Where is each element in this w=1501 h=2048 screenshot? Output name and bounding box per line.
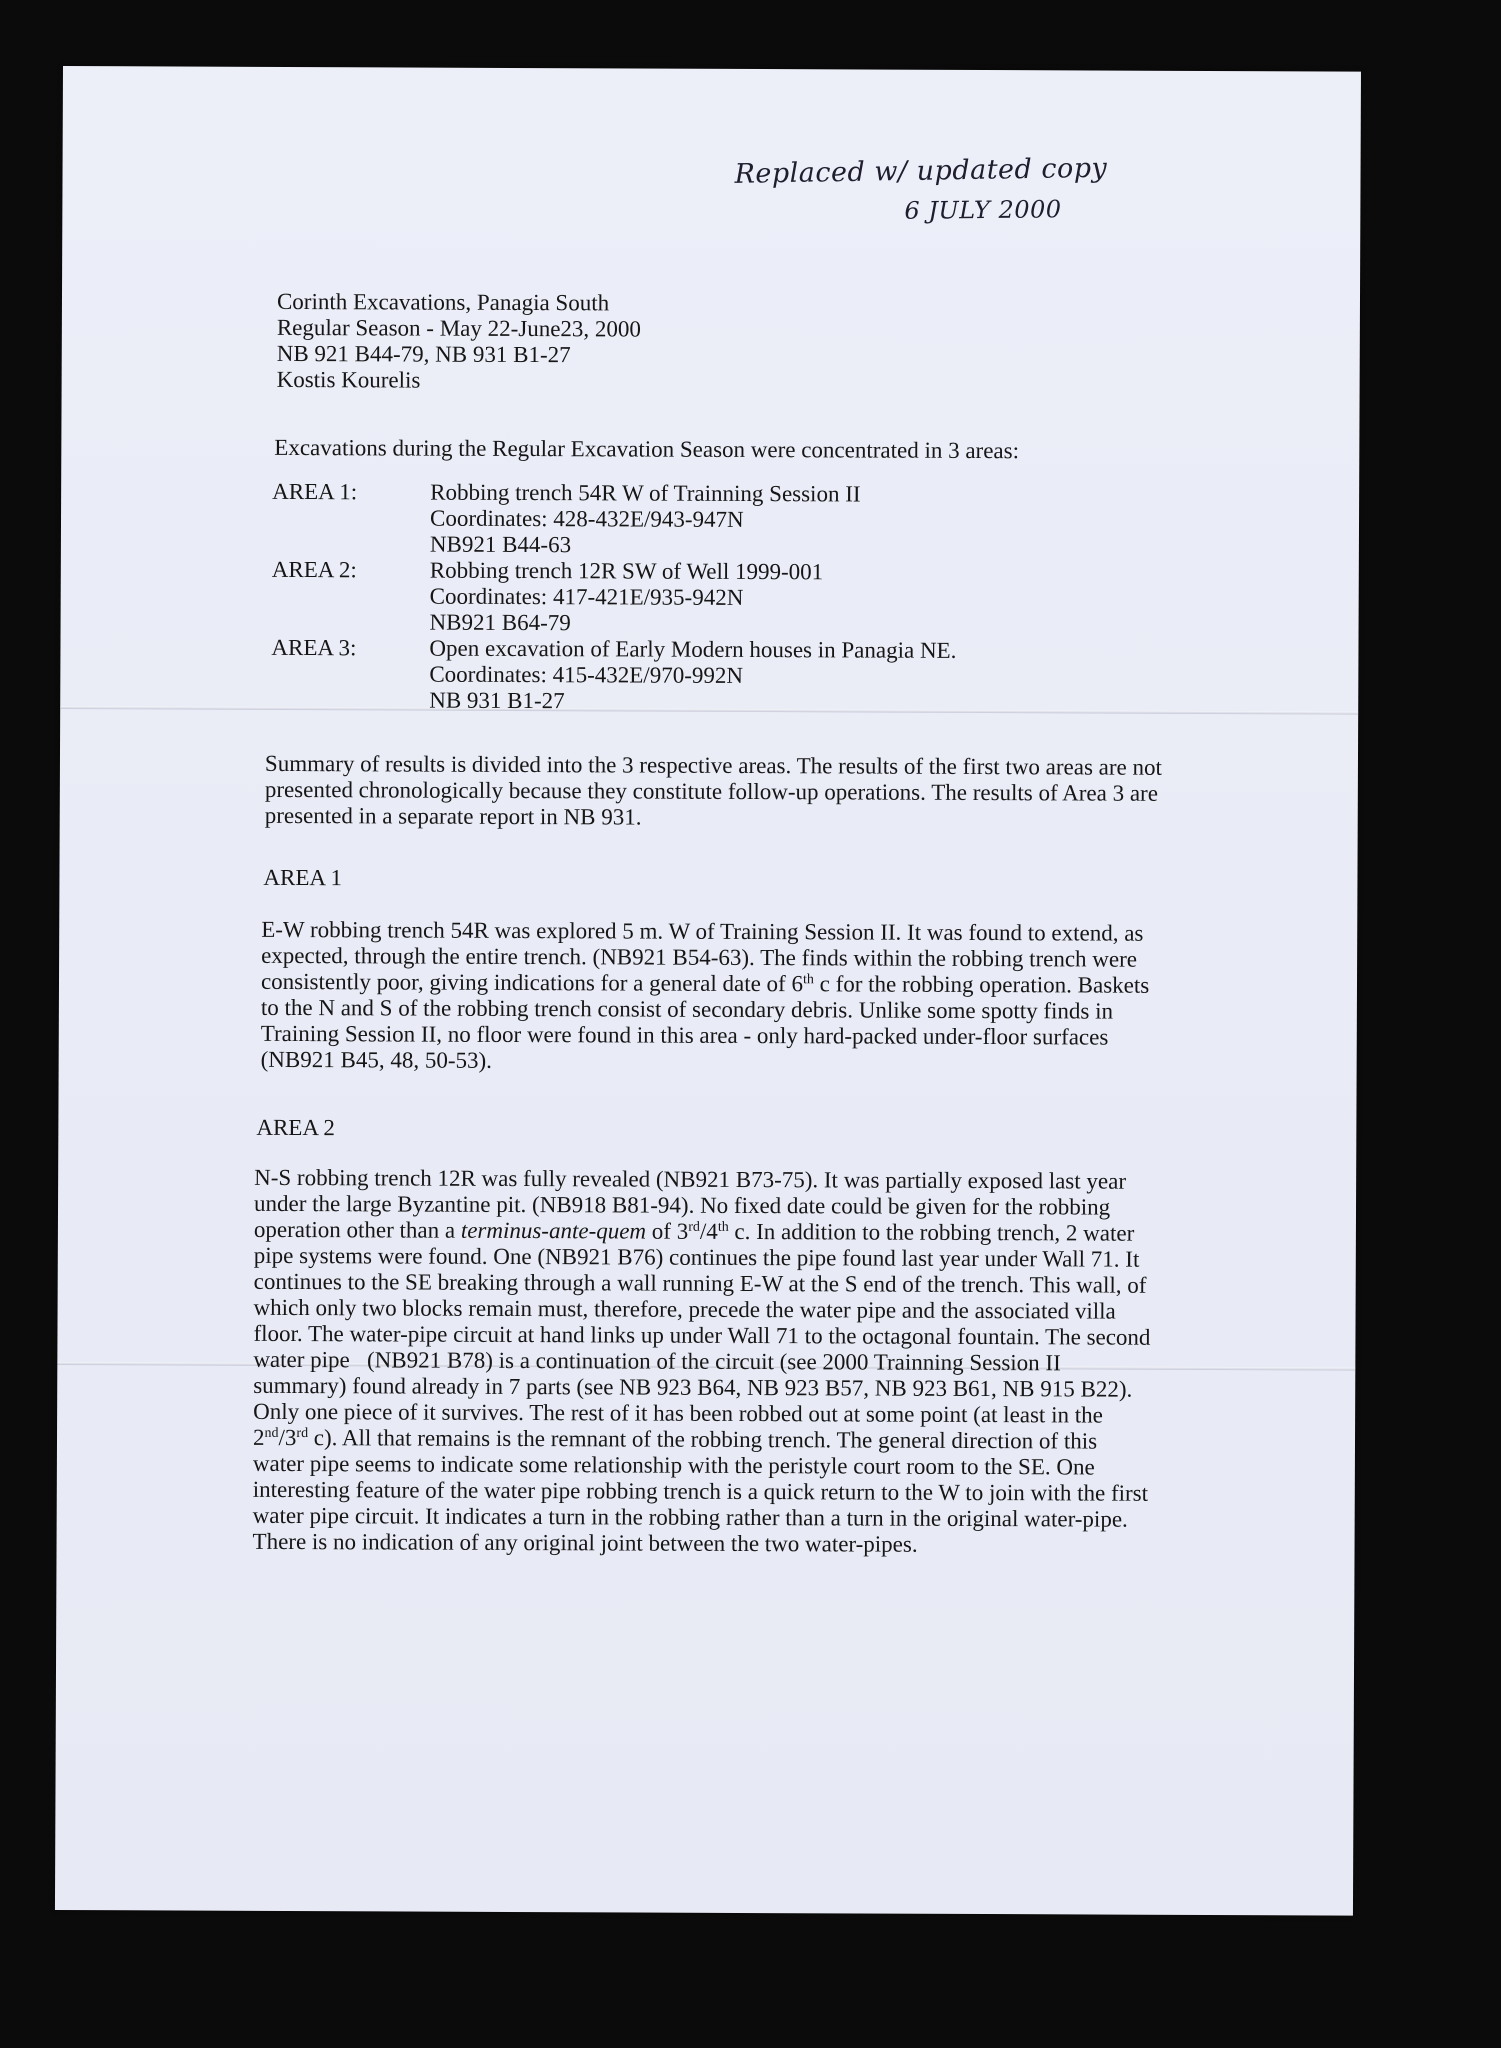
paragraph-line: (NB921 B45, 48, 50-53). [260,1046,493,1073]
summary-line: Summary of results is divided into the 3 respective areas. The results of the first two areas are not [264,750,1162,780]
header-notebooks: NB 921 B44-79, NB 931 B1-27 [276,340,571,368]
superscript: rd [688,1219,700,1235]
text-run: consistently poor, giving indications for a general date of 6 [260,968,804,997]
paragraph-line: which only two blocks remain must, therefore, precede the water pipe and the associated villa [253,1294,1116,1324]
text-run: /3 [278,1424,297,1451]
paragraph-line: pipe systems were found. One (NB921 B76) continues the pipe found last year under Wall 71. It [253,1242,1140,1272]
area-3-label: AREA 3: [271,634,357,661]
area-3-notebook: NB 931 B1-27 [429,687,565,714]
paragraph-line: floor. The water-pipe circuit at hand links up under Wall 71 to the octagonal fountain. The second [253,1320,1151,1350]
handwritten-note-line-1: Replaced w/ updated copy [734,152,1108,190]
summary-line: presented chronologically because they constitute follow-up operations. The results of Area 3 are [264,776,1158,806]
superscript: nd [264,1425,279,1441]
italic-term: terminus-ante-quem [460,1217,647,1244]
paragraph-line: water pipe seems to indicate some relationship with the peristyle court room to the SE. One [252,1450,1095,1480]
paragraph-line: expected, through the entire trench. (NB921 B54-63). The finds within the robbing trench were [261,942,1138,972]
text-run: c). All that remains is the remnant of the robbing trench. The general direction of this [308,1425,1098,1454]
area-1-description: Robbing trench 54R W of Trainning Session II [430,479,861,507]
document-page [55,66,1361,1916]
area-1-heading: AREA 1 [263,864,343,891]
intro-sentence: Excavations during the Regular Excavation Season were concentrated in 3 areas: [274,434,1020,464]
area-1-notebook: NB921 B44-63 [429,531,572,558]
areas-list [271,479,957,716]
area-3-entry [271,635,956,716]
text-run: operation other than a [253,1216,461,1243]
area-2-notebook: NB921 B64-79 [429,609,571,636]
area-2-heading: AREA 2 [256,1114,336,1141]
handwritten-note-line-2: 6 JULY 2000 [904,195,1062,225]
paragraph-line: to the N and S of the robbing trench consist of secondary debris. Unlike some spotty finds in [260,994,1114,1024]
area-1-coordinates: Coordinates: 428-432E/943-947N [429,505,744,532]
area-2-entry [272,557,957,638]
report-header [277,289,642,395]
superscript: rd [296,1426,309,1442]
header-author: Kostis Kourelis [276,366,421,393]
area-2-description: Robbing trench 12R SW of Well 1999-001 [429,557,824,585]
area-1-label: AREA 1: [272,478,358,505]
area-2-paragraph [253,1165,1335,1560]
paragraph-line: continues to the SE breaking through a wall running E-W at the S end of the trench. This wall, of [253,1268,1147,1298]
text-run: of 3 [646,1218,689,1244]
header-site: Corinth Excavations, Panagia South [276,288,610,316]
text-run: 2 [252,1424,265,1450]
area-2-label: AREA 2: [271,556,357,583]
paragraph-line: interesting feature of the water pipe robbing trench is a quick return to the W to join with the first [252,1476,1149,1506]
area-3-description: Open excavation of Early Modern houses in Panagia NE. [429,635,957,663]
text-run: c. In addition to the robbing trench, 2 water [728,1218,1135,1246]
paragraph-line: water pipe (NB921 B78) is a continuation of the circuit (see 2000 Trainning Session II [253,1346,1061,1376]
paragraph-line: N-S robbing trench 12R was fully revealed (NB921 B73-75). It was partially exposed last year [254,1164,1127,1194]
header-season: Regular Season - May 22-June23, 2000 [276,314,642,342]
text-run: c for the robbing operation. Baskets [813,971,1150,998]
paragraph-line: Training Session II, no floor were found in this area - only hard-packed under-floor surfaces [260,1020,1109,1050]
text-run: /4 [699,1218,718,1244]
area-2-coordinates: Coordinates: 417-421E/935-942N [429,583,744,610]
area-1-paragraph [261,917,1332,1078]
superscript: th [717,1219,729,1235]
paragraph-line: Only one piece of it survives. The rest of it has been robbed out at some point (at least in the [253,1398,1103,1428]
paragraph-line: There is no indication of any original joint between the two water-pipes. [252,1528,918,1557]
summary-paragraph [265,751,1330,834]
area-3-coordinates: Coordinates: 415-432E/970-992N [429,661,744,688]
summary-line: presented in a separate report in NB 931. [264,802,642,830]
paragraph-line: summary) found already in 7 parts (see NB 923 B64, NB 923 B57, NB 923 B61, NB 915 B22). [253,1372,1133,1402]
paragraph-line: under the large Byzantine pit. (NB918 B81-94). No fixed date could be given for the robbing [253,1190,1111,1220]
paragraph-line: water pipe circuit. It indicates a turn in the robbing rather than a turn in the original water-pipe. [252,1502,1128,1532]
superscript: th [802,972,814,988]
paragraph-line: E-W robbing trench 54R was explored 5 m. W of Training Session II. It was found to extend, as [261,916,1144,946]
area-1-entry [272,479,957,560]
